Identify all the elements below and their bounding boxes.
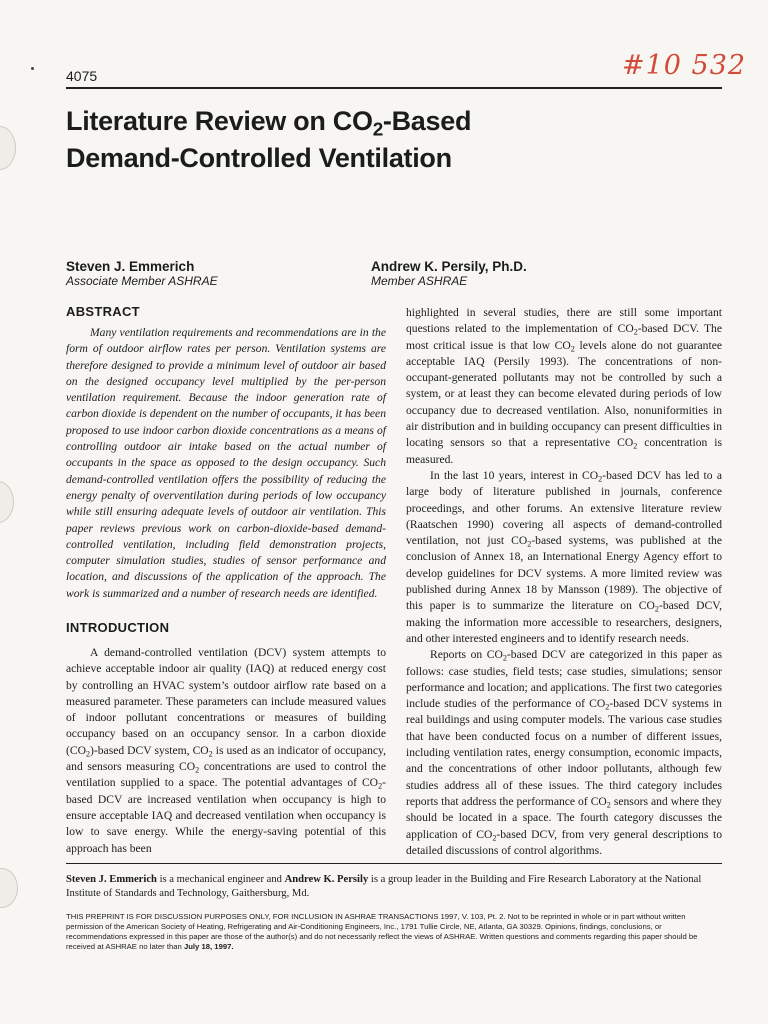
preprint-notice: THIS PREPRINT IS FOR DISCUSSION PURPOSES ONLY, FOR INCLUSION IN ASHRAE TRANSACTIONS 1997, V. 103, Pt. 2. Not to be reprinted in whole or in part without written permission of the American Society of Heating, Refrigerating and Air-Conditioning Engineers, Inc., 1791 Tullie Circle, NE, Atlanta, GA 30329. Opinions, findings, conclusions, or recommendations expressed in this paper are those of the author(s) and do not necessarily reflect the views of ASHRAE. Written questions and comments regarding this paper should be received at ASHRAE no later than July 18, 1997. (66, 912, 698, 951)
abstract-body (66, 325, 386, 602)
author-affiliation: Associate Member ASHRAE (66, 274, 218, 288)
body-paragraph: highlighted in several studies, there are still some important questions related to the implementation of $CO_2$-based DCV. The most critical issue is that low $CO_2$ levels alone do not guarantee acceptable IAQ (Persily 1993). The concentrations of non-occupant-generated pollutants may not be controlled by such a system, or at least they can become elevated during periods of low occupancy due to decreased ventilation. Also, nonuniformities in air distribution and in building occupancy can present difficulties in locating sensors so that a representative $CO_2$ concentration is measured. (406, 306, 722, 466)
title-subscript: 2 (372, 119, 383, 141)
author-name: Andrew K. Persily, Ph.D. (371, 259, 527, 274)
author-footnote: Steven J. Emmerich is a mechanical engineer and Andrew K. Persily is a group leader in the Building and Fire Research Laboratory at the National Institute of Standards and Technology, Gaithersburg, Md. (66, 874, 702, 899)
abstract-paragraph: Many ventilation requirements and recommendations are in the form of outdoor airflow rates per person. Ventilation systems are therefore designed to provide a minimum level of outdoor air based on the designed occupancy level multiplied by the per-person ventilation requirement. Because the indoor generation rate of carbon dioxide is dependent on the number of occupants, it has been proposed to use indoor carbon dioxide concentrations as a means of controlling outdoor air intake based on the actual number of occupants in the space as opposed to the design occupancy. Such demand-controlled ventilation offers the possibility of reducing the energy penalty of overventilation during periods of low occupancy while still ensuring adequate levels of outdoor air ventilation. This paper reviews previous work on carbon-dioxide-based demand-controlled ventilation, including field demonstration projects, computer simulation studies, studies of sensor performance and location, and discussions of the application of the approach. The work is summarized and a number of research needs are identified. (66, 326, 386, 600)
footnote-rule (66, 863, 722, 864)
introduction-body (66, 645, 386, 857)
top-rule (66, 87, 722, 89)
body-paragraph: In the last 10 years, interest in $CO_2$-based DCV has led to a large body of literature published in journals, conference proceedings, and other forums. An extensive literature review (Raatschen 1990) covering all aspects of demand-controlled ventilation, not just $CO_2$-based systems, was published at the conclusion of Annex 18, an International Energy Agency effort to develop guidelines for DCV systems. A more limited review was published during Annex 18 by Mansson (1989). The objective of this paper is to summarize the literature on $CO_2$-based DCV, making the information more accessible to researchers, designers, and other interested engineers and to identify research needs. (406, 468, 722, 645)
right-column-body (406, 305, 722, 859)
abstract-heading: ABSTRACT (66, 304, 140, 319)
paper-title (66, 103, 706, 177)
paper-number: 4075 (66, 68, 98, 84)
introduction-heading: INTRODUCTION (66, 620, 170, 635)
punch-hole-top (0, 126, 16, 170)
body-paragraph: Reports on $CO_2$-based DCV are categorized in this paper as follows: case studies, field tests; case studies, simulations; sensor performance and location; and applications. The first two categories include studies of the performance of $CO_2$-based DCV systems in real buildings and using computer models. The various case studies that have been conducted focus on a number of different issues, including ventilation rates, energy consumption, economic impacts, and the concentrations of other indoor pollutants, although few studies address all of these issues. The third category includes reports that address the performance of $CO_2$ sensors and where they should be located in a space. The fourth category discusses the application of $CO_2$-based DCV, from very general descriptions to detailed discussions of control algorithms. (406, 648, 722, 857)
author-block-2 (371, 259, 527, 288)
handwritten-id: #10 532 (622, 50, 747, 81)
introduction-paragraph: A demand-controlled ventilation (DCV) system attempts to achieve acceptable indoor air quality (IAQ) at reduced energy cost by controlling an HVAC system’s outdoor airflow rate based on a measured parameter. These parameters can include measured values of indoor pollutant concentrations or measures of building occupancy based on an occupancy sensor. In a carbon dioxide $(CO_2)$-based DCV system, $CO_2$ is used as an indicator of occupancy, and sensors measuring $CO_2$ concentrations are used to control the ventilation supplied to a space. The potential advantages of $CO_2$-based DCV are increased ventilation when occupancy is high to ensure acceptable IAQ and decreased ventilation when occupancy is low to save energy. While the energy-saving potential of this approach has been (66, 646, 386, 855)
author-name: Steven J. Emmerich (66, 259, 195, 274)
title-line1-a: Literature Review on CO (66, 106, 373, 136)
author-affiliation: Member ASHRAE (371, 274, 468, 288)
scan-speck (31, 67, 34, 70)
punch-hole-middle (0, 481, 14, 523)
title-line1-b: -Based (382, 106, 472, 136)
punch-hole-bottom (0, 868, 18, 908)
author-block-1 (66, 259, 218, 288)
title-line2: Demand-Controlled Ventilation (66, 143, 452, 173)
